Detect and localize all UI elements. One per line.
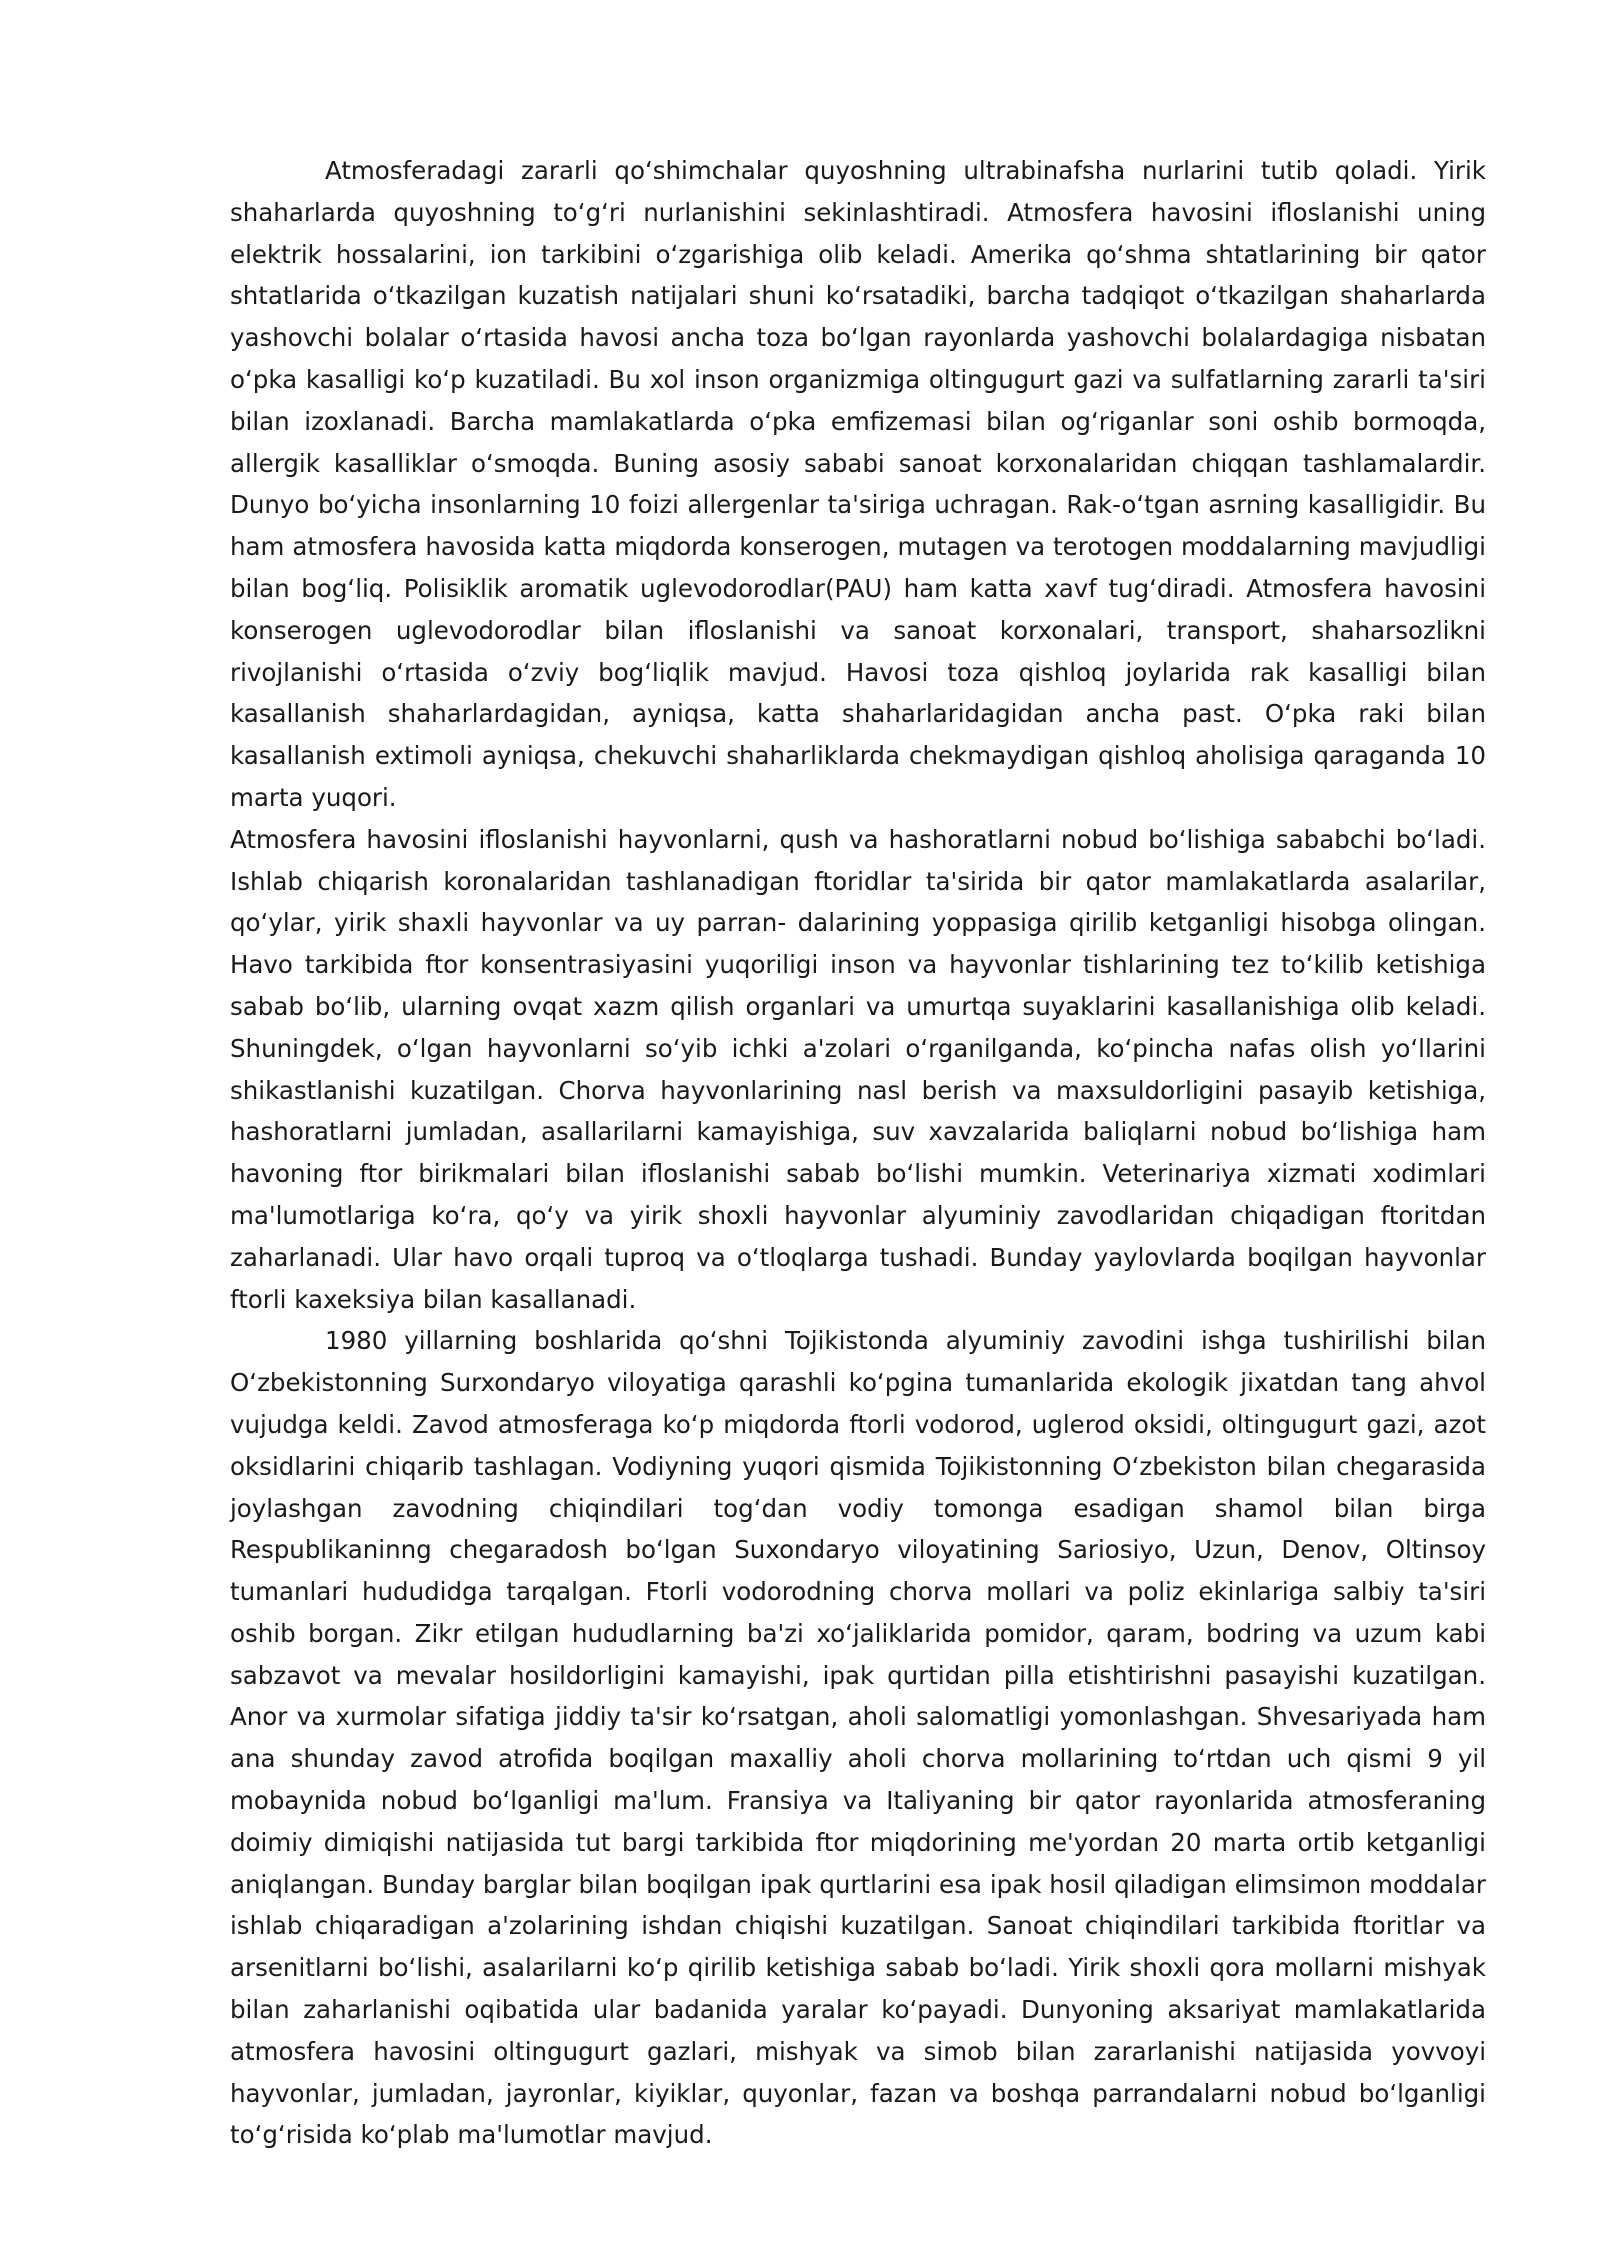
paragraph-animal-impact: Atmosfera havosini ifloslanishi hayvonlarni, qush va hashoratlarni nobud boʻlishiga sababchi boʻladi. Ishlab chiqarish koronalaridan tashlanadigan ftoridlar ta'sirida bir qator mamlakatlarda asalarilar, qoʻylar, yirik shaxli hayvonlar va uy parran- dalarining yoppasiga qirilib ketganligi hisobga olingan. Havo tarkibida ftor konsentrasiyasini yuqoriligi inson va hayvonlar tishlarining tez toʻkilib ketishiga sabab boʻlib, ularning ovqat xazm qilish organlari va umurtqa suyaklarini kasallanishiga olib keladi. Shuningdek, oʻlgan hayvonlarni soʻyib ichki a'zolari oʻrganilganda, koʻpincha nafas olish yoʻllarini shikastlanishi kuzatilgan. Chorva hayvonlarining nasl berish va maxsuldorligini pasayib ketishiga, hashoratlarni jumladan, asallarilarni kamayishiga, suv xavzalarida baliqlarni nobud boʻlishiga ham havoning ftor birikmalari bilan ifloslanishi sabab boʻlishi mumkin. Veterinariya xizmati xodimlari ma'lumotlariga koʻra, qoʻy va yirik shoxli hayvonlar alyuminiy zavodlaridan chiqadigan ftoritdan zaharlanadi. Ular havo orqali tuproq va oʻtloqlarga tushadi. Bunday yaylovlarda boqilgan hayvonlar ftorli kaxeksiya bilan kasallanadi. <box>230 824 1486 1314</box>
document-body <box>230 150 1486 2156</box>
paragraph-aluminium-plant: 1980 yillarning boshlarida qoʻshni Tojikistonda alyuminiy zavodini ishga tushirilishi bilan Oʻzbekistonning Surxondaryo viloyatiga qarashli koʻpgina tumanlarida ekologik jixatdan tang ahvol vujudga keldi. Zavod atmosferaga koʻp miqdorda ftorli vodorod, uglerod oksidi, oltingugurt gazi, azot oksidlarini chiqarib tashlagan. Vodiyning yuqori qismida Tojikistonning Oʻzbekiston bilan chegarasida joylashgan zavodning chiqindilari togʻdan vodiy tomonga esadigan shamol bilan birga Respublikaninng chegaradosh boʻlgan Suxondaryo viloyatining Sariosiyo, Uzun, Denov, Oltinsoy tumanlari hududidga tarqalgan. Ftorli vodorodning chorva mollari va poliz ekinlariga salbiy ta'siri oshib borgan. Zikr etilgan hududlarning ba'zi xoʻjaliklarida pomidor, qaram, bodring va uzum kabi sabzavot va mevalar hosildorligini kamayishi, ipak qurtidan pilla etishtirishni pasayishi kuzatilgan. Anor va xurmolar sifatiga jiddiy ta'sir koʻrsatgan, aholi salomatligi yomonlashgan. Shvesariyada ham ana shunday zavod atrofida boqilgan maxalliy aholi chorva mollarining toʻrtdan uch qismi 9 yil mobaynida nobud boʻlganligi ma'lum. Fransiya va Italiyaning bir qator rayonlarida atmosferaning doimiy dimiqishi natijasida tut bargi tarkibida ftor miqdorining me'yordan 20 marta ortib ketganligi aniqlangan. Bunday barglar bilan boqilgan ipak qurtlarini esa ipak hosil qiladigan elimsimon moddalar ishlab chiqaradigan a'zolarining ishdan chiqishi kuzatilgan. Sanoat chiqindilari tarkibida ftoritlar va arsenitlarni boʻlishi, asalarilarni koʻp qirilib ketishiga sabab boʻladi. Yirik shoxli qora mollarni mishyak bilan zaharlanishi oqibatida ular badanida yaralar koʻpayadi. Dunyoning aksariyat mamlakatlarida atmosfera havosini oltingugurt gazlari, mishyak va simob bilan zararlanishi natijasida yovvoyi hayvonlar, jumladan, jayronlar, kiyiklar, quyonlar, fazan va boshqa parrandalarni nobud boʻlganligi toʻgʻrisida koʻplab ma'lumotlar mavjud. <box>230 1326 1486 2150</box>
paragraph-air-pollution-health: Atmosferadagi zararli qoʻshimchalar quyoshning ultrabinafsha nurlarini tutib qoladi. Yirik shaharlarda quyoshning toʻgʻri nurlanishini sekinlashtiradi. Atmosfera havosini ifloslanishi uning elektrik hossalarini, ion tarkibini oʻzgarishiga olib keladi. Amerika qoʻshma shtatlarining bir qator shtatlarida oʻtkazilgan kuzatish natijalari shuni koʻrsatadiki, barcha tadqiqot oʻtkazilgan shaharlarda yashovchi bolalar oʻrtasida havosi ancha toza boʻlgan rayonlarda yashovchi bolalardagiga nisbatan oʻpka kasalligi koʻp kuzatiladi. Bu xol inson organizmiga oltingugurt gazi va sulfatlarning zararli ta'siri bilan izoxlanadi. Barcha mamlakatlarda oʻpka emfizemasi bilan ogʻriganlar soni oshib bormoqda, allergik kasalliklar oʻsmoqda. Buning asosiy sababi sanoat korxonalaridan chiqqan tashlamalardir. Dunyo boʻyicha insonlarning 10 foizi allergenlar ta'siriga uchragan. Rak-oʻtgan asrning kasalligidir. Bu ham atmosfera havosida katta miqdorda konserogen, mutagen va terotogen moddalarning mavjudligi bilan bogʻliq. Polisiklik aromatik uglevodorodlar(PAU) ham katta xavf tugʻdiradi. Atmosfera havosini konserogen uglevodorodlar bilan ifloslanishi va sanoat korxonalari, transport, shaharsozlikni rivojlanishi oʻrtasida oʻzviy bogʻliqlik mavjud. Havosi toza qishloq joylarida rak kasalligi bilan kasallanish shaharlardagidan, ayniqsa, katta shaharlaridagidan ancha past. Oʻpka raki bilan kasallanish extimoli ayniqsa, chekuvchi shaharliklarda chekmaydigan qishloq aholisiga qaraganda 10 marta yuqori. <box>230 156 1486 812</box>
